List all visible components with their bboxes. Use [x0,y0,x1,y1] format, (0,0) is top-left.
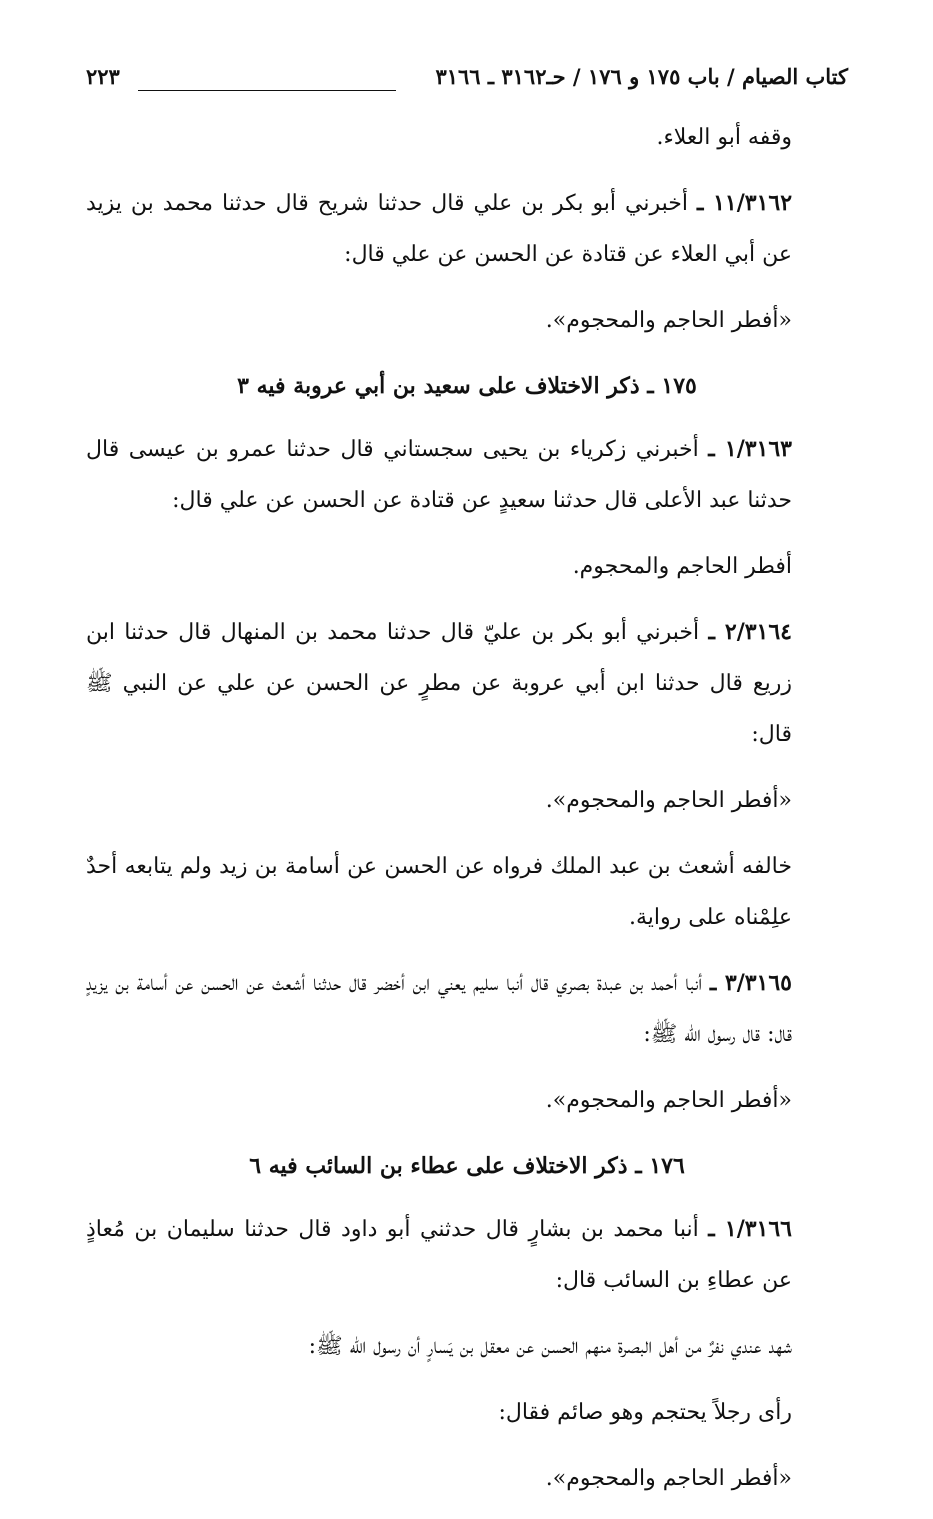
hadith-number: ٣/٣١٦٥ ـ [709,970,792,996]
paragraph-text: وقفه أبو العلاء. [656,125,792,150]
hadith-text [86,1453,848,1504]
body-text [86,112,848,1519]
paragraph-text: أنبا أحمد بن عبدة بصري قال أنبا سليم يعني ابن أخضر قال حدثنا أشعث عن الحسن عن أسامة بن يزيدٍ قال: قال رسول الله ﷺ: [86,971,792,1047]
paragraph-text: أخبرني زكرياء بن يحيى سجستاني قال حدثنا عمرو بن عيسى قال حدثنا عبد الأعلى قال حدثنا سعيدٍ عن قتادة عن الحسن عن علي قال: [86,437,792,513]
paragraph [86,607,848,760]
paragraph-text: أخبرني أبو بكر بن عليّ قال حدثنا محمد بن المنهال قال حدثنا ابن زريع قال حدثنا ابن أبي عروبة عن مطرٍ عن الحسن عن علي عن النبي ﷺ قال: [86,620,792,747]
paragraph [86,424,848,526]
paragraph [86,841,848,943]
paragraph-text: «أفطر الحاجم والمحجوم». [545,1466,792,1491]
paragraph [86,958,848,1060]
paragraph-text: رأى رجلاً يحتجم وهو صائم فقال: [498,1400,792,1425]
paragraph-text: أنبا محمد بن بشارٍ قال حدثني أبو داود قال حدثنا سليمان بن مُعاذٍ عن عطاءِ بن السائب قال: [86,1217,792,1293]
paragraph-text: أفطر الحاجم والمحجوم. [572,554,792,579]
hadith-text [86,1387,848,1438]
hadith-number: ١/٣١٦٣ ـ [708,436,792,462]
paragraph-text: خالفه أشعث بن عبد الملك فرواه عن الحسن عن أسامة بن زيد ولم يتابعه أحدٌ علِمْناه على رواية. [86,854,792,930]
chapter-heading: ١٧٦ ـ ذكر الاختلاف على عطاء بن السائب فيه ٦ [249,1153,685,1179]
paragraph-text: «أفطر الحاجم والمحجوم». [545,308,792,333]
paragraph-text: شهد عندي نفرٌ من أهل البصرة منهم الحسن عن معقل بن يَسارٍ أن رسول الله ﷺ: [308,1334,792,1359]
chapter-heading: ١٧٥ ـ ذكر الاختلاف على سعيد بن أبي عروبة فيه ٣ [237,373,697,399]
paragraph [86,1321,848,1372]
hadith-text [86,1075,848,1126]
hadith-number: ١/٣١٦٦ ـ [708,1216,792,1242]
header-rule [138,90,396,91]
hadith-text [86,295,848,346]
running-title: كتاب الصيام / باب ١٧٥ و ١٧٦ / حـ٣١٦٢ ـ ٣١٦٦ [435,64,848,89]
paragraph-text: «أفطر الحاجم والمحجوم». [545,1088,792,1113]
running-header [86,62,848,106]
paragraph-text: «أفطر الحاجم والمحجوم». [545,788,792,813]
paragraph [86,112,848,163]
paragraph [86,178,848,280]
hadith-text [86,541,848,592]
hadith-text [86,775,848,826]
hadith-number: ١١/٣١٦٢ ـ [696,190,793,216]
page-number: ٢٢٣ [86,64,120,89]
hadith-number: ٢/٣١٦٤ ـ [708,619,792,645]
paragraph-text: أخبرني أبو بكر بن علي قال حدثنا شريح قال حدثنا محمد بن يزيد عن أبي العلاء عن قتادة عن الحسن عن علي قال: [86,191,792,267]
paragraph [86,1204,848,1306]
